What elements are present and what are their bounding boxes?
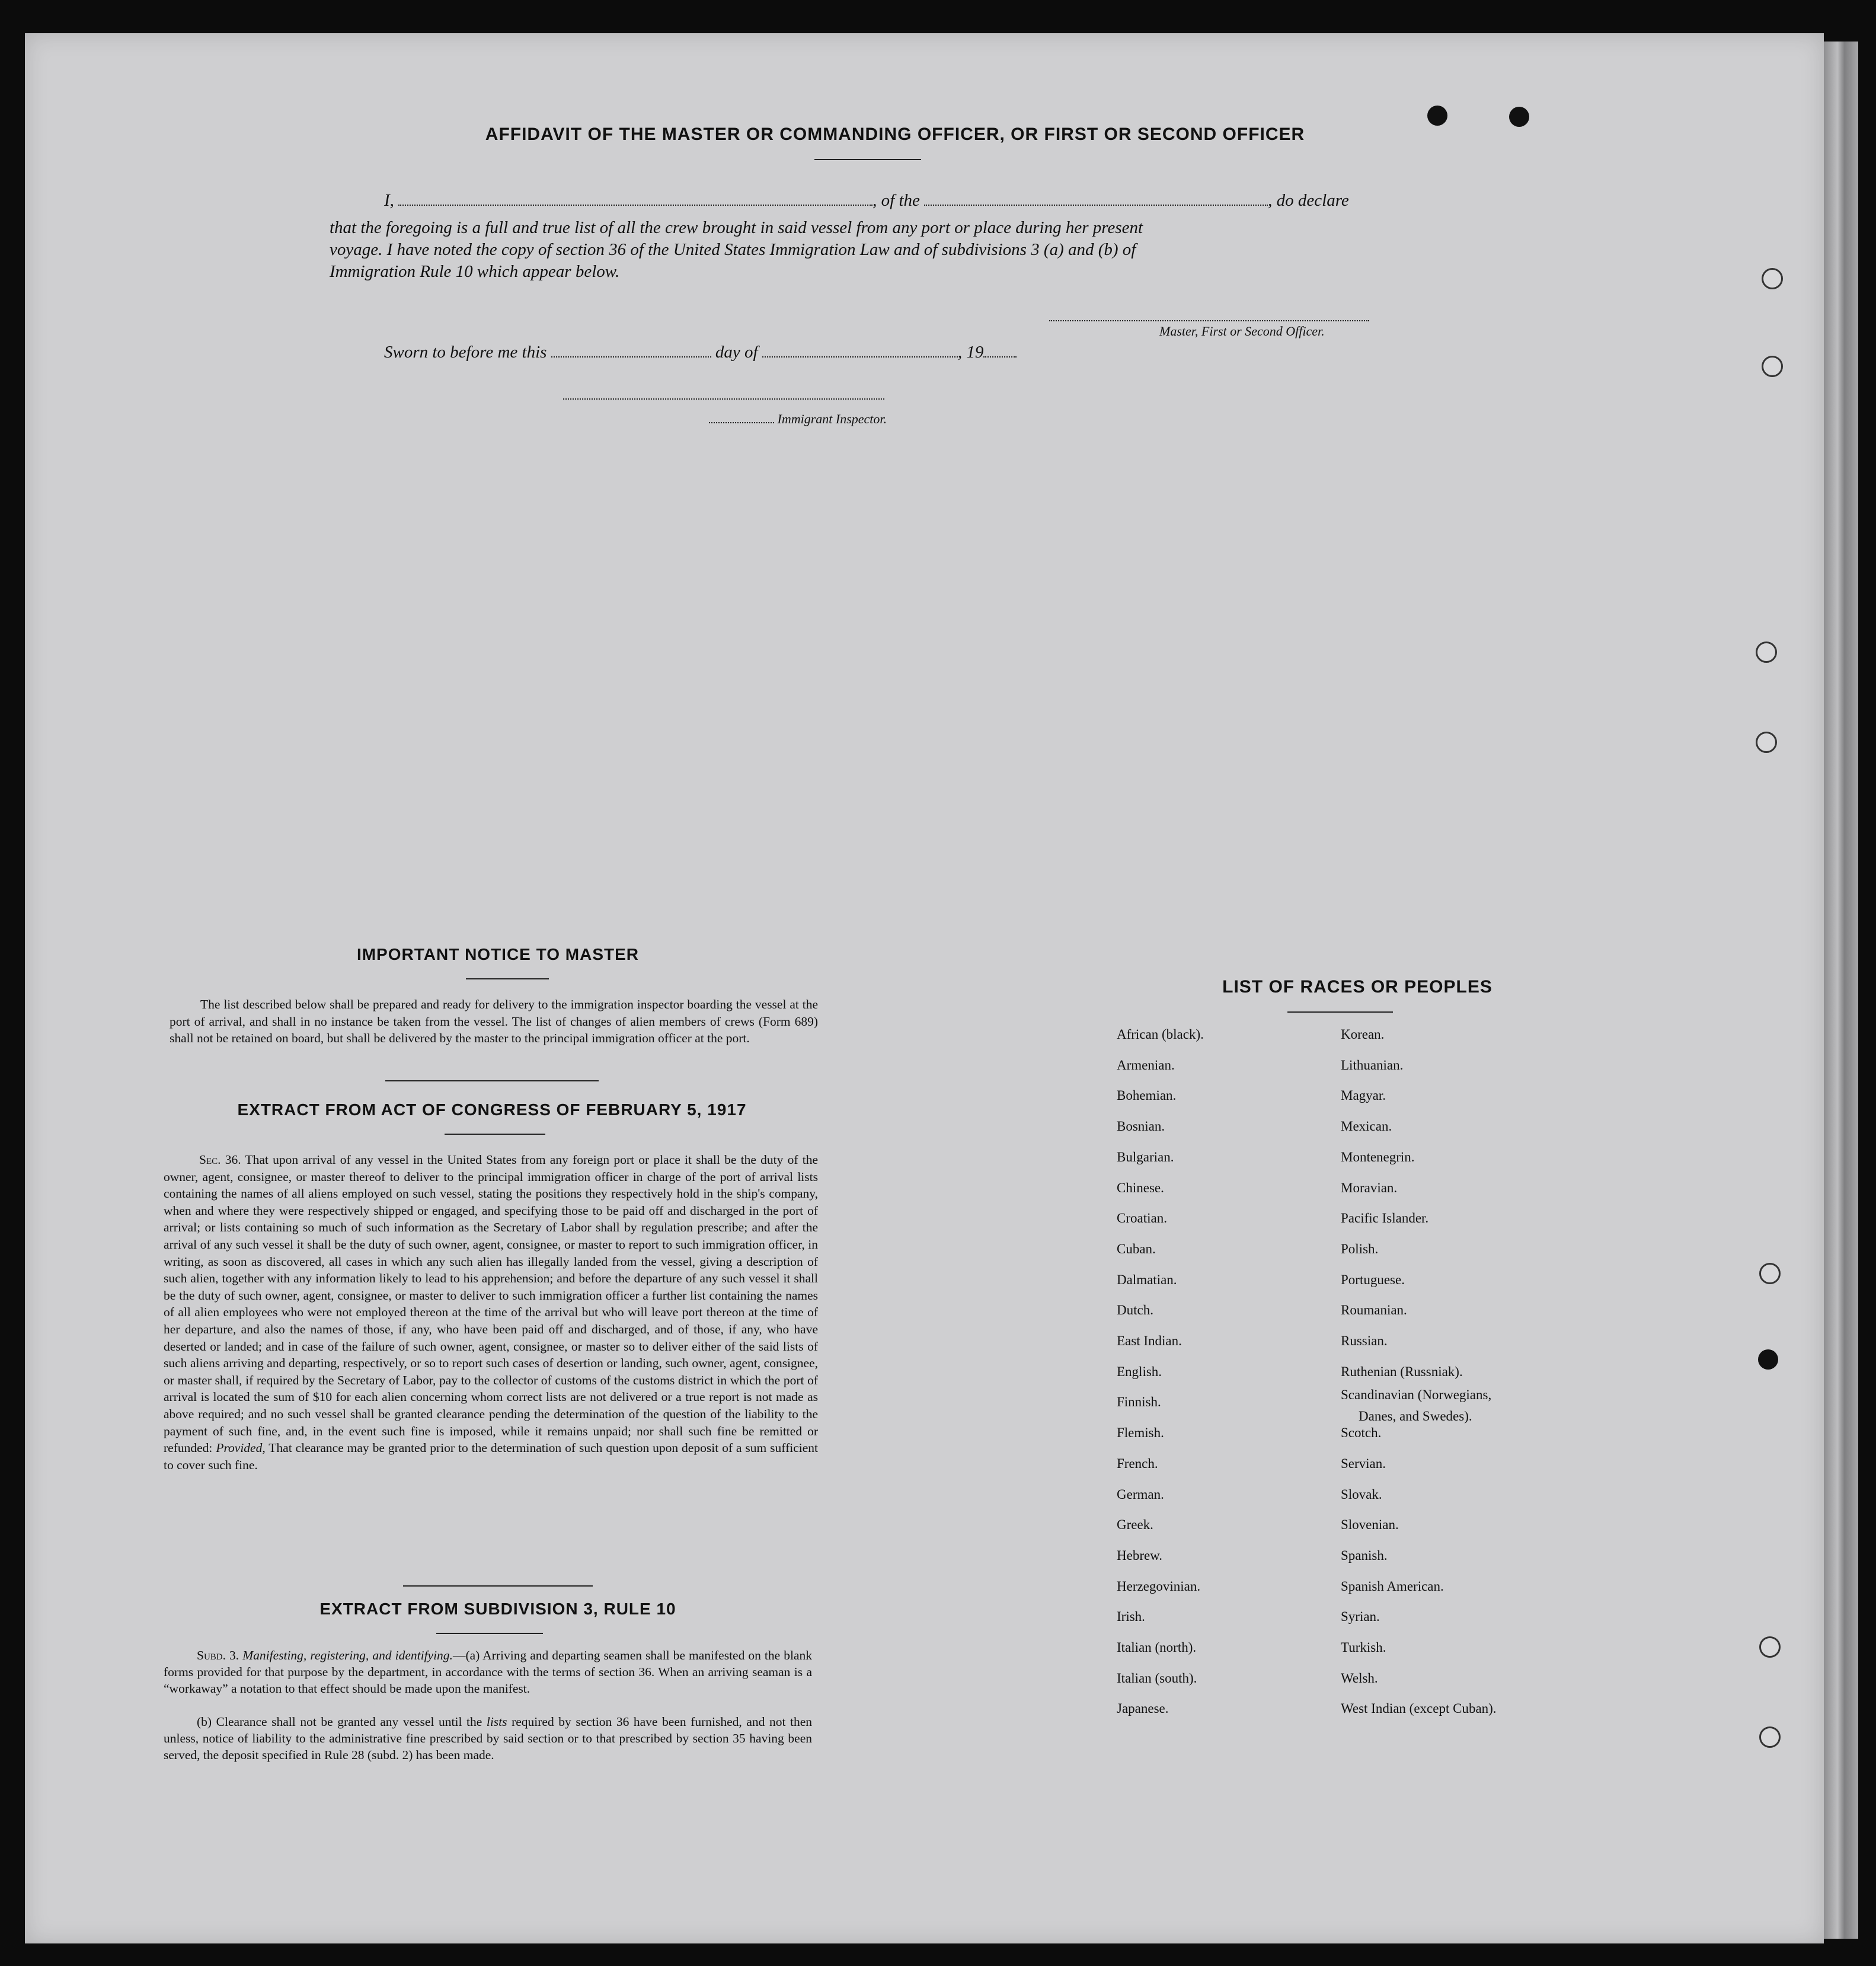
binder-hole: [1759, 1726, 1781, 1748]
race-item: Montenegrin.: [1341, 1150, 1415, 1164]
race-item: Scandinavian (Norwegians,: [1341, 1387, 1492, 1402]
binder-hole: [1762, 356, 1783, 377]
divider: [436, 1633, 543, 1634]
rule-para-b: [164, 1713, 812, 1763]
race-item: Russian.: [1341, 1333, 1388, 1348]
race-item: Mexican.: [1341, 1119, 1392, 1134]
race-item: Welsh.: [1341, 1671, 1378, 1686]
race-item: Finnish.: [1117, 1394, 1161, 1409]
punch-mark: [1427, 106, 1447, 126]
race-item: Dalmatian.: [1117, 1272, 1177, 1287]
race-item: Dutch.: [1117, 1303, 1153, 1317]
divider: [385, 1080, 599, 1081]
year-field[interactable]: [983, 356, 1017, 358]
race-item: Slovenian.: [1341, 1517, 1399, 1532]
sworn-line: [384, 343, 1017, 362]
race-item: East Indian.: [1117, 1333, 1182, 1348]
race-item: Japanese.: [1117, 1701, 1169, 1716]
race-item: Portuguese.: [1341, 1272, 1405, 1287]
section-36-text-end: That clearance may be granted prior to the determination of such question upon deposit of a sum sufficient to cover such fine.: [164, 1441, 818, 1472]
inspector-signature-line: [709, 411, 887, 427]
lists-word: lists: [486, 1715, 507, 1729]
race-item: Bohemian.: [1117, 1088, 1177, 1103]
races-title: LIST OF RACES OR PEOPLES: [1222, 977, 1493, 997]
affidavit-i: I,: [384, 191, 394, 210]
race-item: Moravian.: [1341, 1180, 1398, 1195]
race-item: Polish.: [1341, 1241, 1379, 1256]
rule-para-a: [164, 1647, 812, 1697]
punch-mark: [1758, 1349, 1778, 1370]
divider: [814, 159, 921, 160]
binder-hole: [1756, 732, 1777, 753]
master-signature-label: Master, First or Second Officer.: [1159, 324, 1325, 339]
provided-word: Provided,: [216, 1441, 266, 1456]
paragraph-b-text: (b) Clearance shall not be granted any vessel until the: [197, 1715, 482, 1729]
race-item: Roumanian.: [1341, 1303, 1407, 1317]
race-item: Hebrew.: [1117, 1548, 1163, 1563]
notice-title: IMPORTANT NOTICE TO MASTER: [356, 945, 640, 963]
section-36-text: That upon arrival of any vessel in the United States from any foreign port or place it shall be the duty of the owner, agent, consignee, or master thereof to deliver to the principal immigration officer in charge of the port of arrival lists containing the names of all aliens employed on such vessel, stating the positions they respectively hold in the ship's company, when and where they were respectively shipped or engaged, and specifying those to be paid off and discharged in the port of arrival; or lists containing so much of such information as the Secretary of Labor shall by regulation prescribe; and after the arrival of any such vessel it shall be the duty of such owner, agent, consignee, or master to report to such immigration officer, in writing, as soon as discovered, all cases in which any such alien has illegally landed from the vessel, giving a description of such alien, together with any information likely to lead to his apprehension; and before the departure of any such vessel it shall be the duty of such owner, agent, consignee, or master to deliver to such immigration officer a further list containing the names of all alien employees who were not employed thereon at the time of the arrival but who will leave port thereon at the time of her departure, and also the names of those, if any, who have been paid off and discharged, and of those, if any, who have deserted or landed; and in case of the failure of such owner, agent, consignee, or master so to deliver either of the said lists of such aliens arriving and departing, respectively, or so to report such cases of desertion or landing, such owner, agent, consignee, or master shall, if required by the Secretary of Labor, pay to the collector of customs of the customs district in which the port of arrival is located the sum of $10 for each alien concerning whom correct lists are not delivered or a true report is not made as above required; and no such vessel shall be granted clearance pending the determination of the question of the liability to the payment of such fine, and, in the event such fine is imposed, while it remains unpaid; nor shall such fine be remitted or refunded:: [164, 1153, 818, 1456]
race-item: Korean.: [1341, 1027, 1385, 1042]
inspector-dots: [709, 422, 774, 423]
binder-hole: [1762, 268, 1783, 289]
name-field[interactable]: [398, 205, 873, 206]
year-label: , 19: [957, 343, 984, 362]
race-item: Danes, and Swedes).: [1359, 1409, 1472, 1424]
inspector-signature-field[interactable]: [563, 398, 884, 400]
sworn-month-field[interactable]: [762, 356, 958, 358]
subdivision-heading: Manifesting, registering, and identifying.: [242, 1648, 453, 1662]
affidavit-line-3: voyage. I have noted the copy of section 36 of the United States Immigration Law and of subdivisions 3 (a) and (b) of: [330, 240, 1136, 259]
race-item: Turkish.: [1341, 1640, 1386, 1655]
race-item: Syrian.: [1341, 1609, 1380, 1624]
race-item: West Indian (except Cuban).: [1341, 1701, 1497, 1716]
binder-hole: [1759, 1263, 1781, 1284]
affidavit-title: AFFIDAVIT OF THE MASTER OR COMMANDING OFFICER, OR FIRST OR SECOND OFFICER: [485, 125, 1305, 144]
race-item: Irish.: [1117, 1609, 1145, 1624]
race-item: Bulgarian.: [1117, 1150, 1174, 1164]
vessel-field[interactable]: [924, 205, 1268, 206]
paragraph-b-text-end: required by section 36 have been furnished, and not then unless, notice of liability to the administrative fine prescribed by said section or to that prescribed by section 35 having been served, the deposit specified in Rule 28 (subd. 2) has been made.: [164, 1715, 813, 1762]
divider: [1287, 1011, 1393, 1013]
race-item: Ruthenian (Russniak).: [1341, 1364, 1463, 1379]
affidavit-line-1: [384, 191, 1349, 210]
race-item: Spanish American.: [1341, 1579, 1444, 1594]
sworn-day-field[interactable]: [551, 356, 711, 358]
affidavit-do-declare: , do declare: [1268, 191, 1349, 210]
affidavit-of-the: , of the: [873, 191, 920, 210]
race-item: Greek.: [1117, 1517, 1153, 1532]
notice-body: The list described below shall be prepared and ready for delivery to the immigration inspector boarding the vessel at the port of arrival, and shall in no instance be taken from the vessel. The list of changes of alien members of crews (Form 689) shall not be retained on board, but shall be delivered by the master to the principal immigration officer at the port.: [170, 997, 818, 1046]
race-item: Italian (south).: [1117, 1671, 1197, 1686]
affidavit-line-2: that the foregoing is a full and true list of all the crew brought in said vessel from any port or place during her present: [330, 218, 1143, 237]
race-item: Croatian.: [1117, 1211, 1167, 1225]
subdivision-label: Subd. 3.: [197, 1648, 239, 1662]
race-item: Lithuanian.: [1341, 1058, 1404, 1073]
race-item: Servian.: [1341, 1456, 1386, 1471]
inspector-signature-label: Immigrant Inspector.: [777, 411, 887, 426]
act-body: [164, 1151, 818, 1473]
page-edge-stack: [1824, 42, 1858, 1939]
race-item: English.: [1117, 1364, 1162, 1379]
divider: [445, 1134, 545, 1135]
race-item: Scotch.: [1341, 1425, 1382, 1440]
punch-mark: [1509, 107, 1529, 127]
race-item: African (black).: [1117, 1027, 1204, 1042]
race-item: Herzegovinian.: [1117, 1579, 1201, 1594]
race-item: Flemish.: [1117, 1425, 1164, 1440]
race-item: Magyar.: [1341, 1088, 1386, 1103]
act-title: EXTRACT FROM ACT OF CONGRESS OF FEBRUARY 5, 1917: [237, 1100, 747, 1119]
affidavit-line-4: Immigration Rule 10 which appear below.: [330, 262, 620, 281]
race-item: Spanish.: [1341, 1548, 1388, 1563]
rule-title: EXTRACT FROM SUBDIVISION 3, RULE 10: [319, 1600, 676, 1618]
race-item: Armenian.: [1117, 1058, 1175, 1073]
master-signature-field[interactable]: [1049, 320, 1369, 321]
binder-hole: [1759, 1636, 1781, 1658]
divider: [403, 1585, 593, 1587]
section-label: Sec. 36.: [199, 1153, 241, 1167]
day-of-label: day of: [715, 343, 758, 362]
binder-hole: [1756, 641, 1777, 663]
race-item: Cuban.: [1117, 1241, 1156, 1256]
race-item: German.: [1117, 1487, 1164, 1502]
sworn-label: Sworn to before me this: [384, 343, 547, 362]
race-item: Slovak.: [1341, 1487, 1382, 1502]
race-item: Pacific Islander.: [1341, 1211, 1429, 1225]
divider: [466, 978, 549, 979]
paragraph-a-text: —(a) Arriving and departing seamen shall be manifested on the blank forms provided for that purpose by the department, in accordance with the terms of section 36. When an arriving seaman is a “workaway” a notation to that effect should be made upon the manifest.: [164, 1648, 812, 1696]
race-item: Chinese.: [1117, 1180, 1164, 1195]
race-item: Bosnian.: [1117, 1119, 1165, 1134]
race-item: French.: [1117, 1456, 1158, 1471]
race-item: Italian (north).: [1117, 1640, 1197, 1655]
